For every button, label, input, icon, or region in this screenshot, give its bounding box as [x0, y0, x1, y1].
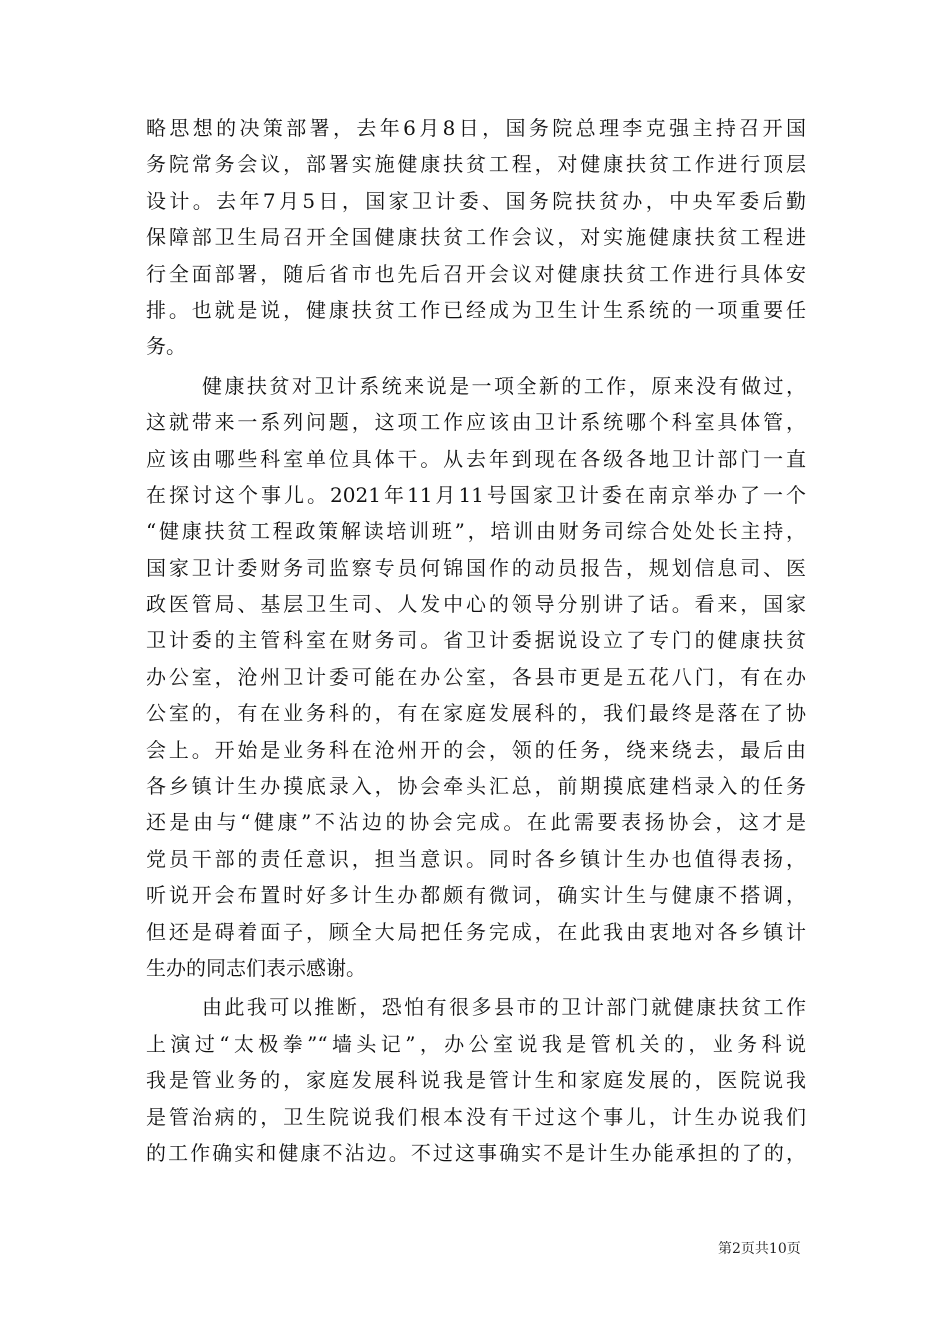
text-line: 办公室，沧州卫计委可能在办公室，各县市更是五花八门，有在办	[146, 664, 806, 689]
page-number: 第2页共10页	[718, 1241, 801, 1257]
text-line: 卫计委的主管科室在财务司。省卫计委据说设立了专门的健康扶贫	[146, 628, 806, 653]
paragraph	[146, 989, 806, 1171]
text-line: 国家卫计委财务司监察专员何锦国作的动员报告，规划信息司、医	[146, 555, 806, 580]
text-line: 政医管局、基层卫生司、人发中心的领导分别讲了话。看来，国家	[146, 592, 806, 617]
paragraph	[146, 368, 806, 987]
text-line: 生办的同志们表示感谢。	[146, 955, 366, 980]
text-line: 各乡镇计生办摸底录入，协会牵头汇总，前期摸底建档录入的任务	[146, 774, 806, 799]
text-line: 略思想的决策部署，去年6月8日，国务院总理李克强主持召开国	[146, 116, 806, 140]
text-line: 但还是碍着面子，顾全大局把任务完成，在此我由衷地对各乡镇计	[146, 919, 806, 944]
text-line: 听说开会布置时好多计生办都颇有微词，确实计生与健康不搭调，	[146, 883, 806, 908]
text-line: 务院常务会议，部署实施健康扶贫工程，对健康扶贫工作进行顶层	[146, 152, 806, 177]
text-line: 行全面部署，随后省市也先后召开会议对健康扶贫工作进行具体安	[146, 261, 806, 286]
text-line: 排。也就是说，健康扶贫工作已经成为卫生计生系统的一项重要任	[146, 297, 806, 322]
text-line: 是管治病的，卫生院说我们根本没有干过这个事儿，计生办说我们	[146, 1104, 806, 1129]
text-line: 的工作确实和健康不沾边。不过这事确实不是计生办能承担的了的，	[146, 1140, 806, 1165]
text-line: 在探讨这个事儿。2021年11月11号国家卫计委在南京举办了一个	[146, 482, 806, 507]
text-line: 会上。开始是业务科在沧州开的会，领的任务，绕来绕去，最后由	[146, 737, 806, 762]
text-line: 党员干部的责任意识，担当意识。同时各乡镇计生办也值得表扬，	[146, 846, 806, 871]
text-line: 我是管业务的，家庭发展科说我是管计生和家庭发展的，医院说我	[146, 1068, 806, 1093]
text-line: 务。	[146, 334, 186, 359]
text-line: 这就带来一系列问题，这项工作应该由卫计系统哪个科室具体管，	[146, 410, 806, 435]
text-line: 应该由哪些科室单位具体干。从去年到现在各级各地卫计部门一直	[146, 446, 806, 471]
paragraph	[146, 110, 806, 365]
text-line: 由此我可以推断，恐怕有很多县市的卫计部门就健康扶贫工作	[202, 995, 806, 1020]
text-line: 健康扶贫对卫计系统来说是一项全新的工作，原来没有做过，	[202, 373, 806, 398]
text-line: “健康扶贫工程政策解读培训班”，培训由财务司综合处处长主持，	[146, 519, 806, 544]
text-line: 设计。去年7月5日，国家卫计委、国务院扶贫办，中央军委后勤	[146, 188, 806, 213]
text-line: 还是由与“健康”不沾边的协会完成。在此需要表扬协会，这才是	[146, 810, 806, 835]
document-body	[146, 110, 806, 1171]
text-line: 公室的，有在业务科的，有在家庭发展科的，我们最终是落在了协	[146, 701, 806, 726]
text-line: 上演过“太极拳”“墙头记”，办公室说我是管机关的，业务科说	[146, 1031, 806, 1056]
text-line: 保障部卫生局召开全国健康扶贫工作会议，对实施健康扶贫工程进	[146, 225, 806, 250]
